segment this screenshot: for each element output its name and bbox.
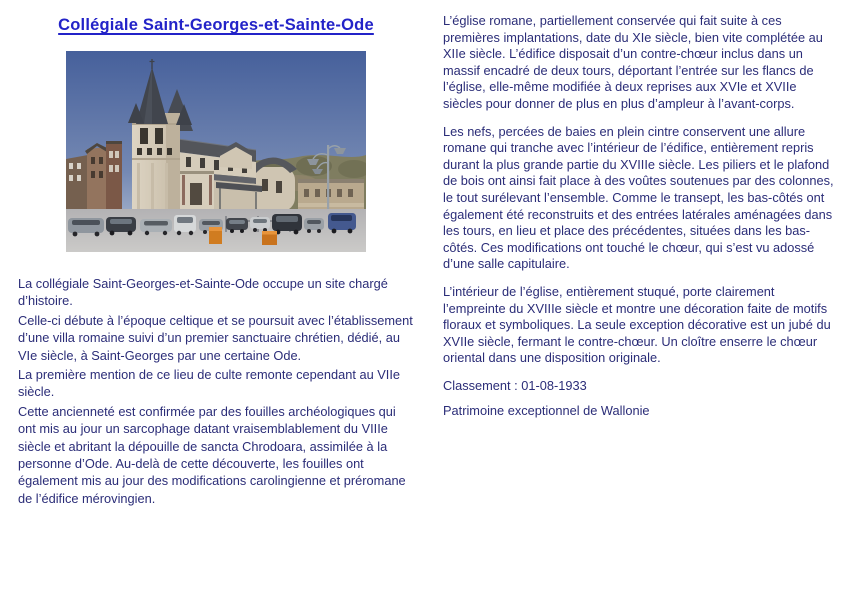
patrimoine-line: Patrimoine exceptionnel de Wallonie bbox=[443, 403, 650, 419]
left-column bbox=[0, 0, 432, 509]
right-column bbox=[443, 13, 835, 429]
stone-building bbox=[298, 179, 364, 213]
left-text-block bbox=[18, 275, 416, 507]
paragraph: Celle-ci débute à l’époque celtique et se poursuit avec l’établissement d’une villa romaine suivi d’un premier sanctuaire chrétien, dédié, au VIe siècle, à Saint-Georges par une certaine Ode. bbox=[18, 312, 413, 363]
paragraph: La collégiale Saint-Georges-et-Sainte-Ode occupe un site chargé d’histoire. bbox=[18, 276, 388, 309]
paragraph: L’église romane, partiellement conservée qui fait suite à ces premières implantations, date du XIe siècle, bien vite complétée au XIIe siècle. L’édifice disposait d’un contre-chœur inclus dans un massif encadré de deux tours, déportant l’entrée sur les flancs de l’église, elle-même modifiée à deux reprises aux XVIe et XVIIe siècles pour donner de plus en plus d’ampleur à l’avant-corps. bbox=[443, 13, 823, 111]
paragraph: La première mention de ce lieu de culte remonte cependant au VIIe siècle. bbox=[18, 367, 401, 400]
church-tower bbox=[132, 113, 180, 211]
paragraph: L’intérieur de l’église, entièrement stuqué, porte clairement l’empreinte du XVIIIe siècle et montre une décoration faite de motifs floraux et symboliques. La seule exception décorative est un jubé du XVIIe siècle, fermant le contre-chœur. Un cloître enserre le chœur oriental dans une disposition originale. bbox=[443, 283, 831, 366]
page-title: Collégiale Saint-Georges-et-Sainte-Ode bbox=[58, 16, 374, 34]
church-photo-graphic bbox=[66, 51, 366, 252]
paragraph: Les nefs, percées de baies en plein cintre conservent une allure romane qui tranche avec l’intérieur de l’édifice, entièrement repris durant la plus grande partie du XVIIIe siècle. Les piliers et le plafond de bois ont ainsi fait place à des voûtes soutenues par des colonnes, le tout surélevant l’ensemble. Comme le transept, les bas-côtés ont également été reconstruits et des entrées latérales aménagées dans les tours, en lieu et place des précédentes, situées dans les bas-côtés. Ces modifications ont touché le chœur, qui s’est vu adossé d’une salle capitulaire. bbox=[443, 123, 834, 272]
paragraph: Cette ancienneté est confirmée par des fouilles archéologiques qui ont mis au jour un sarcophage datant vraisemblablement du VIIIe siècle et abritant la dépouille de sancta Chrodoara, assimilée à la personne d’Ode. Au-delà de cette découverte, les fouilles ont également mis au jour des modifications carolingienne et préromane de l’édifice mérovingien. bbox=[18, 403, 406, 506]
church-photo bbox=[66, 51, 366, 252]
classement-line: Classement : 01-08-1933 bbox=[443, 377, 587, 393]
